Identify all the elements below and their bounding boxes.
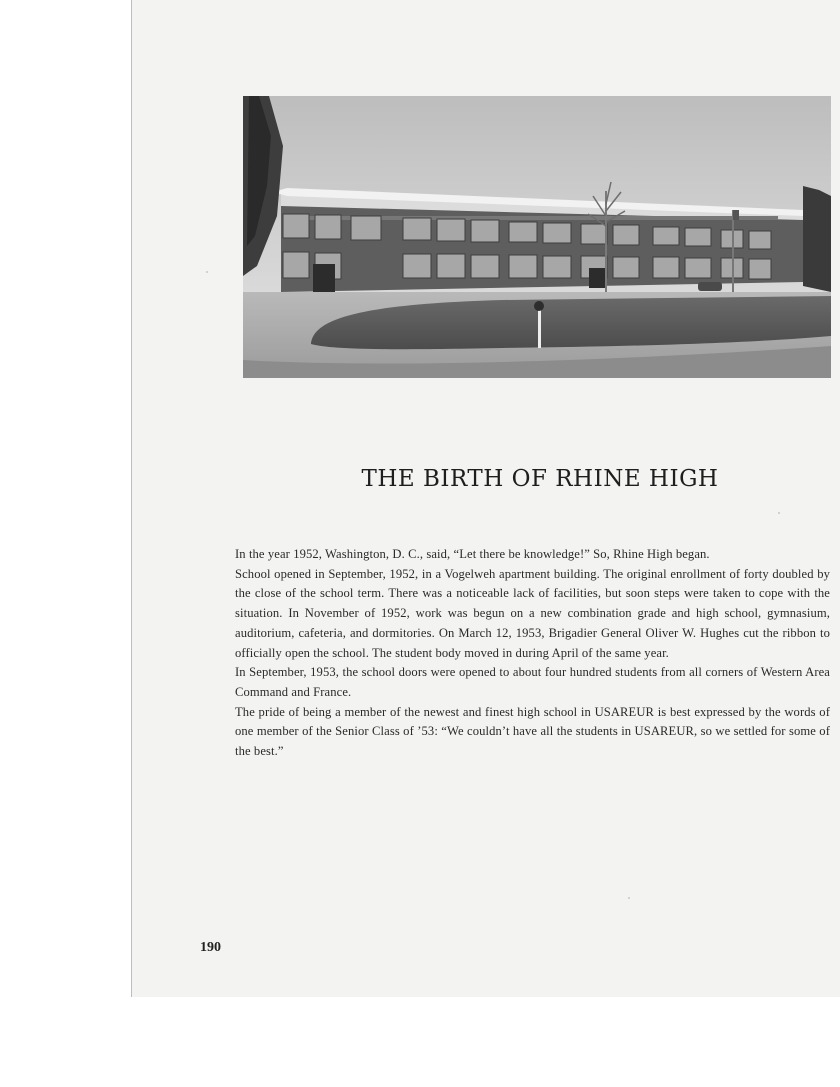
scan-speck bbox=[206, 271, 208, 273]
paragraph-3: In September, 1953, the school doors were opened to about four hundred students from all corners of Western Area Command and France. bbox=[235, 665, 830, 699]
article-body bbox=[235, 545, 830, 762]
page-number: 190 bbox=[200, 940, 221, 955]
school-building-photo bbox=[243, 96, 831, 378]
school-building-illustration bbox=[243, 96, 831, 378]
paragraph-4: The pride of being a member of the newest and finest high school in USAREUR is best expressed by the words of one member of the Senior Class of ’53: “We couldn’t have all the students in USAREUR, so we settled for some of the best.” bbox=[235, 704, 830, 759]
page-title: THE BIRTH OF RHINE HIGH bbox=[361, 466, 719, 492]
scan-speck bbox=[628, 897, 630, 899]
paragraph-1: In the year 1952, Washington, D. C., said, “Let there be knowledge!” So, Rhine High began. bbox=[235, 547, 710, 561]
paragraph-2: School opened in September, 1952, in a Vogelweh apartment building. The original enrollment of forty doubled by the close of the school term. There was a noticeable lack of facilities, but soon steps were taken to cope with the situation. In November of 1952, work was begun on a new combination grade and high school, gymnasium, auditorium, cafeteria, and dormitories. On March 12, 1953, Brigadier General Oliver W. Hughes cut the ribbon to officially open the school. The student body moved in during April of the same year. bbox=[235, 566, 830, 660]
scan-speck bbox=[778, 512, 780, 514]
